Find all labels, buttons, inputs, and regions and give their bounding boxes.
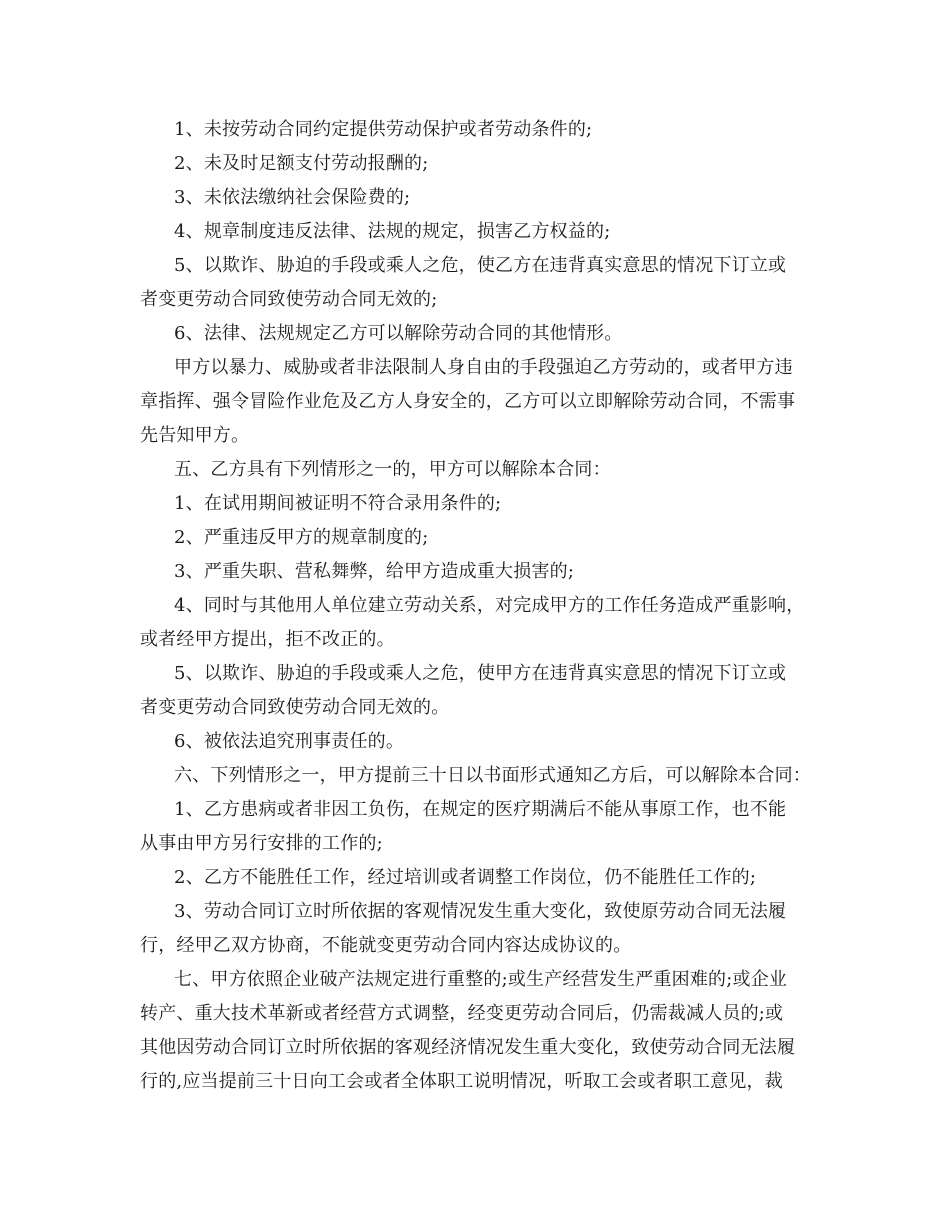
text-line: 2、严重违反甲方的规章制度的; bbox=[174, 527, 429, 548]
text-line: 3、严重失职、营私舞弊，给甲方造成重大损害的; bbox=[174, 561, 575, 582]
text-line: 6、法律、法规规定乙方可以解除劳动合同的其他情形。 bbox=[174, 323, 623, 344]
text-line: 6、被依法追究刑事责任的。 bbox=[174, 731, 405, 752]
text-line: 3、劳动合同订立时所依据的客观情况发生重大变化，致使原劳动合同无法履 bbox=[174, 901, 787, 922]
text-line: 2、未及时足额支付劳动报酬的; bbox=[174, 153, 429, 174]
text-line: 者变更劳动合同致使劳动合同无效的。 bbox=[140, 697, 450, 718]
text-line: 1、乙方患病或者非因工负伤，在规定的医疗期满后不能从事原工作，也不能 bbox=[174, 799, 787, 820]
text-line: 5、以欺诈、胁迫的手段或乘人之危，使甲方在违背真实意思的情况下订立或 bbox=[174, 663, 787, 684]
text-line: 行，经甲乙双方协商，不能就变更劳动合同内容达成协议的。 bbox=[140, 935, 632, 956]
section-heading: 五、乙方具有下列情形之一的，甲方可以解除本合同： bbox=[174, 459, 611, 480]
text-line: 5、以欺诈、胁迫的手段或乘人之危，使乙方在违背真实意思的情况下订立或 bbox=[174, 255, 787, 276]
text-line: 4、规章制度违反法律、法规的规定，损害乙方权益的; bbox=[174, 221, 611, 242]
text-line: 先告知甲方。 bbox=[140, 425, 250, 446]
text-line: 甲方以暴力、威胁或者非法限制人身自由的手段强迫乙方劳动的，或者甲方违 bbox=[174, 357, 793, 378]
text-line: 或者经甲方提出，拒不改正的。 bbox=[140, 629, 395, 650]
text-line: 1、未按劳动合同约定提供劳动保护或者劳动条件的; bbox=[174, 119, 593, 140]
text-line: 2、乙方不能胜任工作，经过培训或者调整工作岗位，仍不能胜任工作的; bbox=[174, 867, 757, 888]
text-line: 其他因劳动合同订立时所依据的客观经济情况发生重大变化，致使劳动合同无法履 bbox=[140, 1037, 796, 1058]
text-line: 3、未依法缴纳社会保险费的; bbox=[174, 187, 411, 208]
text-line: 转产、重大技术革新或者经营方式调整，经变更劳动合同后，仍需裁减人员的;或 bbox=[140, 1003, 784, 1024]
text-line: 4、同时与其他用人单位建立劳动关系，对完成甲方的工作任务造成严重影响， bbox=[174, 595, 805, 616]
text-line: 章指挥、强令冒险作业危及乙方人身安全的，乙方可以立即解除劳动合同，不需事 bbox=[140, 391, 796, 412]
text-line: 者变更劳动合同致使劳动合同无效的; bbox=[140, 289, 438, 310]
section-heading: 七、甲方依照企业破产法规定进行重整的;或生产经营发生严重困难的;或企业 bbox=[174, 969, 788, 990]
text-line: 行的,应当提前三十日向工会或者全体职工说明情况，听取工会或者职工意见，裁 bbox=[140, 1071, 783, 1092]
text-line: 1、在试用期间被证明不符合录用条件的; bbox=[174, 493, 502, 514]
section-heading: 六、下列情形之一，甲方提前三十日以书面形式通知乙方后，可以解除本合同： bbox=[174, 765, 811, 786]
text-line: 从事由甲方另行安排的工作的; bbox=[140, 833, 383, 854]
